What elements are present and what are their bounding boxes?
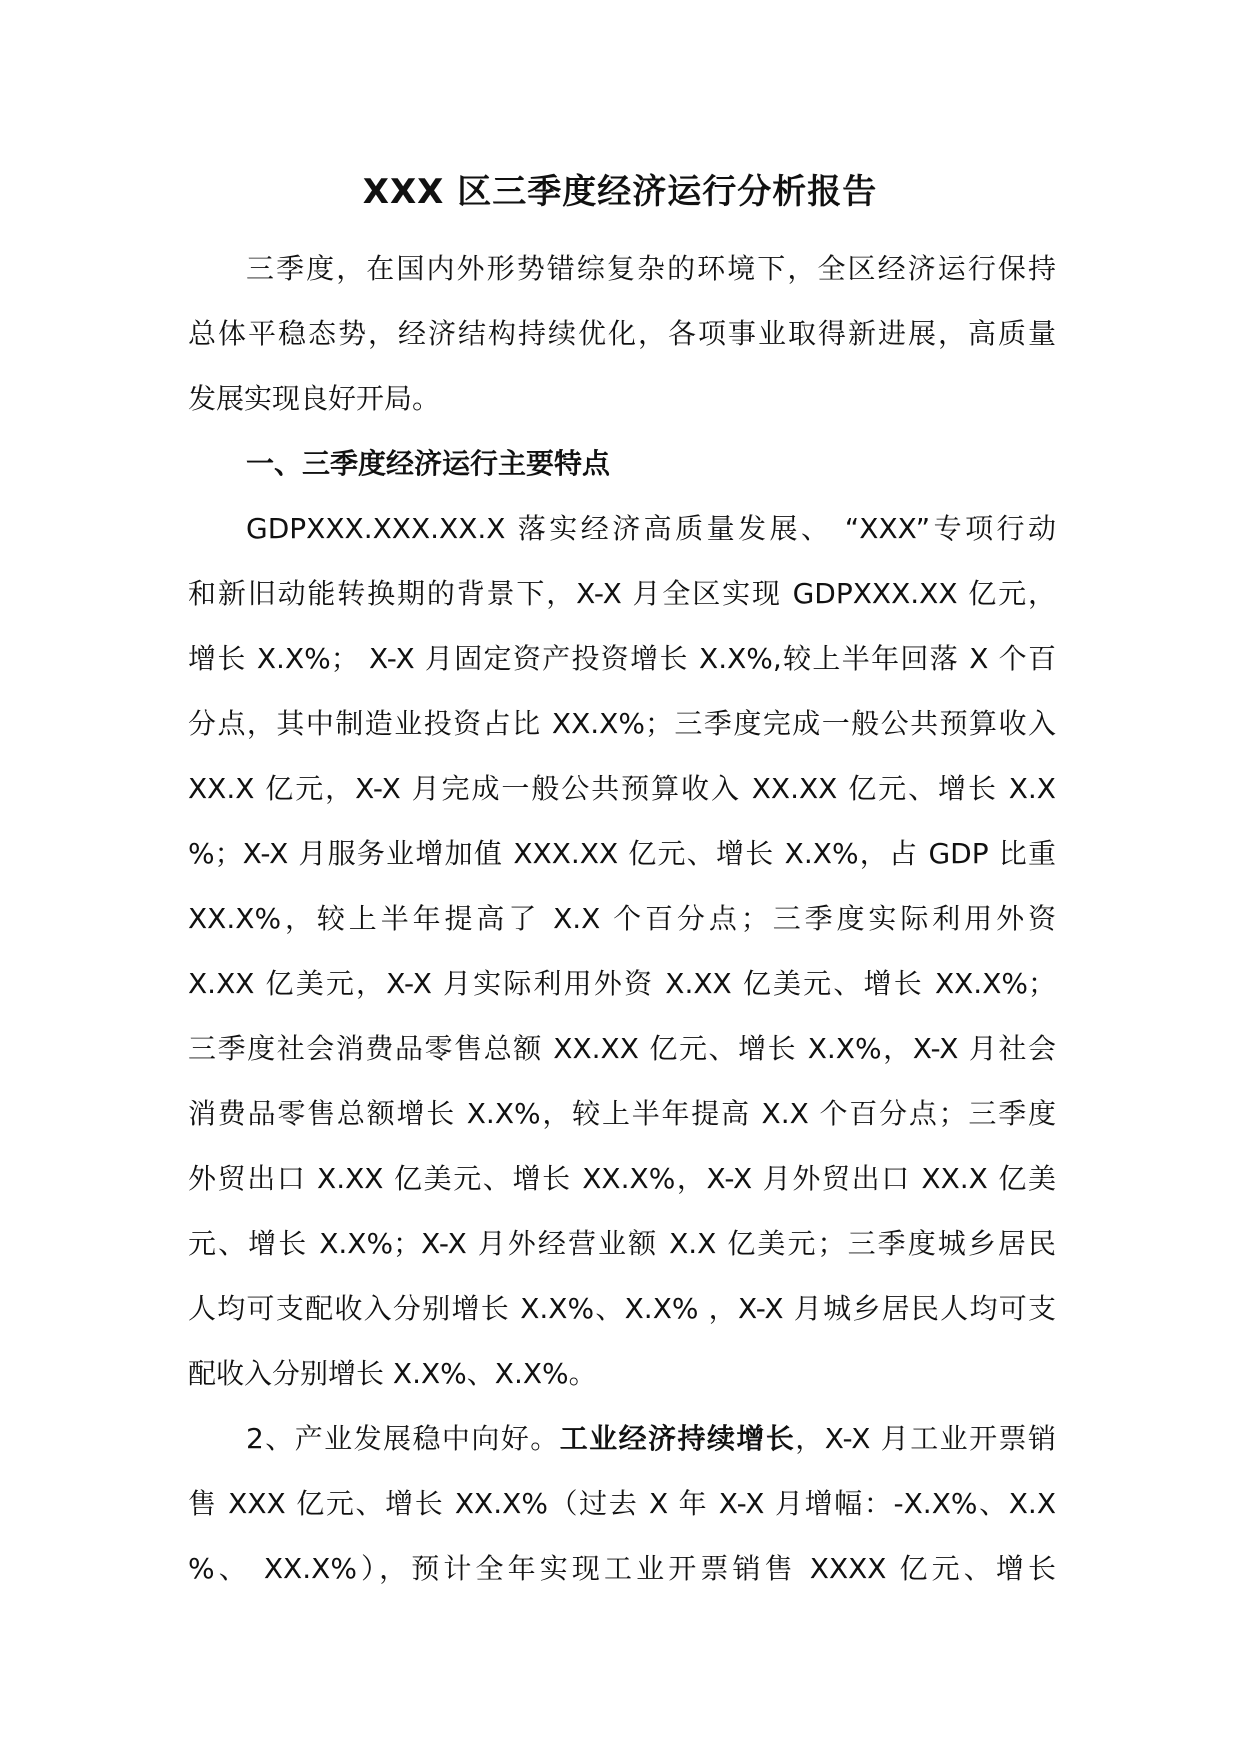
paragraph-line: XX.X%，较上半年提高了 X.X 个百分点；三季度实际利用外资 — [188, 902, 1056, 935]
paragraph-line: 和新旧动能转换期的背景下，X-X 月全区实现 GDPXXX.XX 亿元， — [188, 577, 1056, 610]
para2-bold-phrase: 工业经济持续增长 — [559, 1422, 796, 1455]
section-heading: 一、三季度经济运行主要特点 — [246, 447, 611, 480]
paragraph-line — [188, 1406, 1056, 1471]
paragraph-line: %、 XX.X%），预计全年实现工业开票销售 XXXX 亿元、增长 — [188, 1552, 1056, 1585]
intro-line: 发展实现良好开局。 — [188, 382, 441, 415]
paragraph-line: 分点，其中制造业投资占比 XX.X%；三季度完成一般公共预算收入 — [188, 707, 1056, 740]
intro-line: 三季度，在国内外形势错综复杂的环境下，全区经济运行保持 — [246, 252, 1056, 285]
paragraph-line: 元、增长 X.X%；X-X 月外经营业额 X.X 亿美元；三季度城乡居民 — [188, 1227, 1056, 1260]
para2-prefix: 2、产业发展稳中向好。 — [246, 1422, 560, 1455]
paragraph-line: 售 XXX 亿元、增长 XX.X%（过去 X 年 X-X 月增幅：-X.X%、X.X — [188, 1487, 1056, 1520]
paragraph-line: 配收入分别增长 X.X%、X.X%。 — [188, 1357, 597, 1390]
document-body — [188, 236, 1056, 1601]
paragraph-line: 外贸出口 X.XX 亿美元、增长 XX.X%，X-X 月外贸出口 XX.X 亿美 — [188, 1162, 1056, 1195]
paragraph-line: 消费品零售总额增长 X.X%，较上半年提高 X.X 个百分点；三季度 — [188, 1097, 1056, 1130]
intro-line: 总体平稳态势，经济结构持续优化，各项事业取得新进展，高质量 — [188, 317, 1056, 350]
paragraph-line: GDPXXX.XXX.XX.X 落实经济高质量发展、 “XXX”专项行动 — [246, 512, 1056, 545]
paragraph-line: 增长 X.X%； X-X 月固定资产投资增长 X.X%,较上半年回落 X 个百 — [188, 642, 1056, 675]
document-title: XXX 区三季度经济运行分析报告 — [362, 172, 878, 212]
paragraph-line: 人均可支配收入分别增长 X.X%、X.X% ，X-X 月城乡居民人均可支 — [188, 1292, 1056, 1325]
para2-suffix: ，X-X 月工业开票销 — [795, 1422, 1056, 1455]
paragraph-line: %；X-X 月服务业增加值 XXX.XX 亿元、增长 X.X%，占 GDP 比重 — [188, 837, 1056, 870]
paragraph-line: X.XX 亿美元，X-X 月实际利用外资 X.XX 亿美元、增长 XX.X%； — [188, 967, 1056, 1000]
paragraph-line: 三季度社会消费品零售总额 XX.XX 亿元、增长 X.X%，X-X 月社会 — [188, 1032, 1056, 1065]
paragraph-line: XX.X 亿元，X-X 月完成一般公共预算收入 XX.XX 亿元、增长 X.X — [188, 772, 1056, 805]
